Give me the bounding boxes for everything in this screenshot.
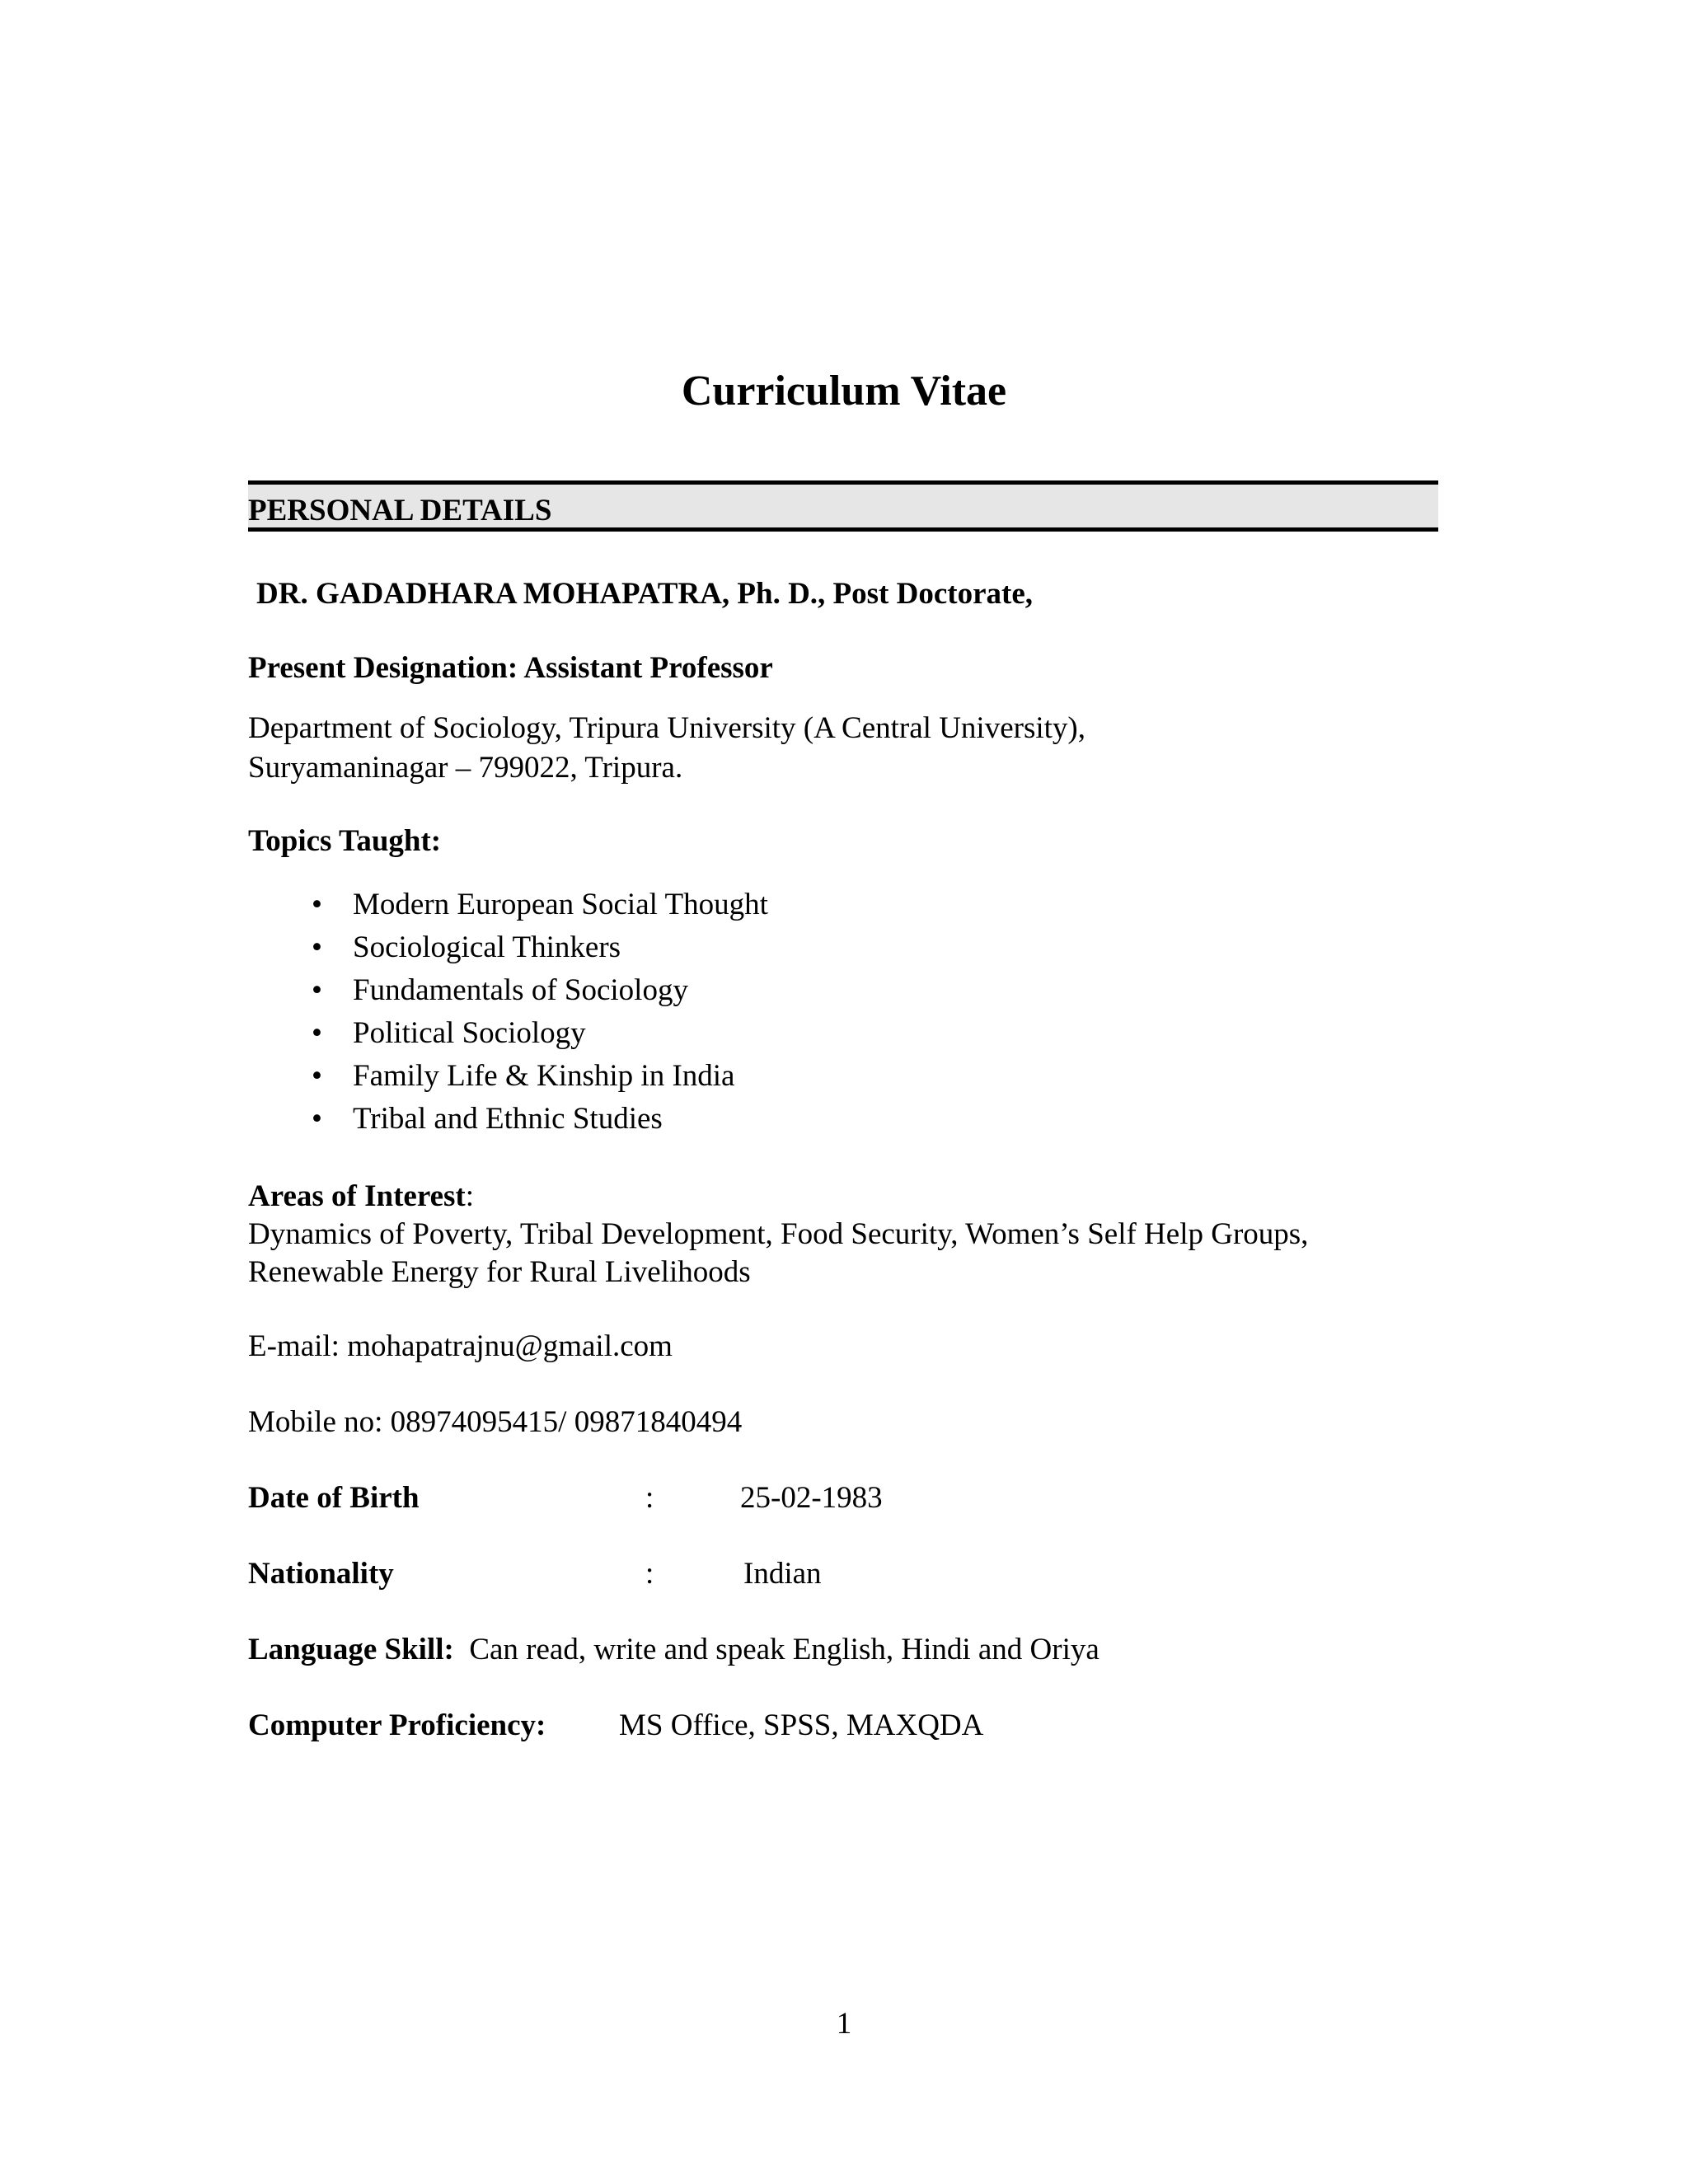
mobile-line: Mobile no: 08974095415/ 09871840494 <box>248 1405 743 1439</box>
topic-text: Fundamentals of Sociology <box>353 973 688 1007</box>
email-line: E-mail: mohapatrajnu@gmail.com <box>248 1329 673 1363</box>
bullet-icon: • <box>312 1102 322 1136</box>
address-line-1: Department of Sociology, Tripura University (A Central University), <box>248 711 1085 745</box>
areas-of-interest-colon: : <box>465 1179 475 1213</box>
dob-colon: : <box>645 1481 654 1515</box>
address-line-2: Suryamaninagar – 799022, Tripura. <box>248 751 683 785</box>
present-designation: Present Designation: Assistant Professor <box>248 651 773 685</box>
bullet-icon: • <box>312 1016 322 1050</box>
topic-text: Political Sociology <box>353 1016 586 1050</box>
bullet-icon: • <box>312 930 322 964</box>
computer-proficiency-value: MS Office, SPSS, MAXQDA <box>619 1708 984 1742</box>
list-item <box>248 1098 768 1141</box>
topics-heading: Topics Taught: <box>248 824 442 858</box>
list-item <box>248 1055 768 1098</box>
areas-of-interest-heading <box>248 1177 474 1216</box>
areas-of-interest-line-1: Dynamics of Poverty, Tribal Development, Food Security, Women’s Self Help Groups, <box>248 1217 1309 1251</box>
dob-value: 25-02-1983 <box>740 1481 883 1515</box>
bullet-icon: • <box>312 973 322 1007</box>
page-number: 1 <box>836 2007 852 2041</box>
list-item <box>248 1012 768 1055</box>
name-line: DR. GADADHARA MOHAPATRA, Ph. D., Post Doctorate, <box>256 577 1034 611</box>
language-skill-label: Language Skill: <box>248 1633 454 1666</box>
nationality-colon: : <box>645 1557 654 1591</box>
topic-text: Family Life & Kinship in India <box>353 1059 735 1093</box>
bullet-icon: • <box>312 888 322 921</box>
topic-text: Tribal and Ethnic Studies <box>353 1102 663 1136</box>
document-title: Curriculum Vitae <box>681 368 1007 415</box>
section-heading-personal-details: PERSONAL DETAILS <box>248 494 552 527</box>
bullet-icon: • <box>312 1059 322 1093</box>
areas-of-interest-label: Areas of Interest <box>248 1179 466 1213</box>
list-item <box>248 883 768 926</box>
list-item <box>248 926 768 969</box>
topics-list <box>248 883 768 1141</box>
section-heading-bar <box>248 480 1438 532</box>
dob-label: Date of Birth <box>248 1481 420 1515</box>
computer-proficiency-label: Computer Proficiency: <box>248 1708 546 1742</box>
areas-of-interest-line-2: Renewable Energy for Rural Livelihoods <box>248 1255 751 1289</box>
topic-text: Modern European Social Thought <box>353 888 768 921</box>
nationality-value: Indian <box>743 1557 822 1591</box>
language-skill-line <box>248 1630 1100 1670</box>
list-item <box>248 969 768 1012</box>
nationality-label: Nationality <box>248 1557 394 1591</box>
language-skill-value: Can read, write and speak English, Hindi and Oriya <box>469 1633 1100 1666</box>
topic-text: Sociological Thinkers <box>353 930 621 964</box>
